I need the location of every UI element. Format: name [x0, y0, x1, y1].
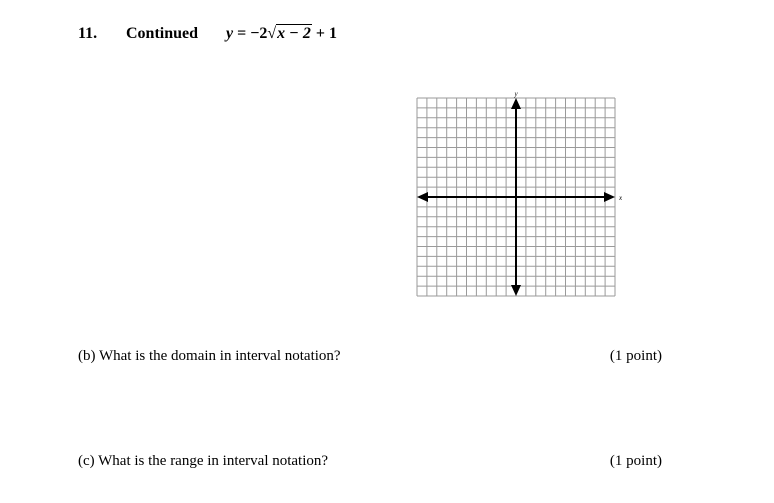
equation-tail: + 1	[311, 25, 337, 42]
equation-lhs: y	[226, 25, 234, 42]
question-c-points: (1 point)	[609, 453, 662, 469]
radical-sign: √	[267, 25, 277, 42]
equation	[226, 22, 337, 46]
x-axis-left-arrow	[417, 192, 428, 202]
equation-radicand: x − 2	[277, 25, 311, 42]
problem-number: 11.	[78, 25, 98, 42]
question-b: (b) What is the domain in interval notation?	[78, 348, 341, 364]
coordinate-grid	[416, 90, 624, 298]
y-axis-label: y	[514, 90, 518, 98]
y-axis-up-arrow	[511, 98, 521, 109]
equation-eq: = −2	[233, 25, 268, 42]
x-axis-label: x	[619, 194, 623, 202]
x-axis-right-arrow	[604, 192, 615, 202]
problem-label: Continued	[126, 25, 199, 42]
coordinate-grid-svg	[416, 90, 624, 298]
question-b-points: (1 point)	[609, 348, 662, 364]
y-axis-down-arrow	[511, 285, 521, 296]
question-c: (c) What is the range in interval notation?	[78, 453, 329, 469]
